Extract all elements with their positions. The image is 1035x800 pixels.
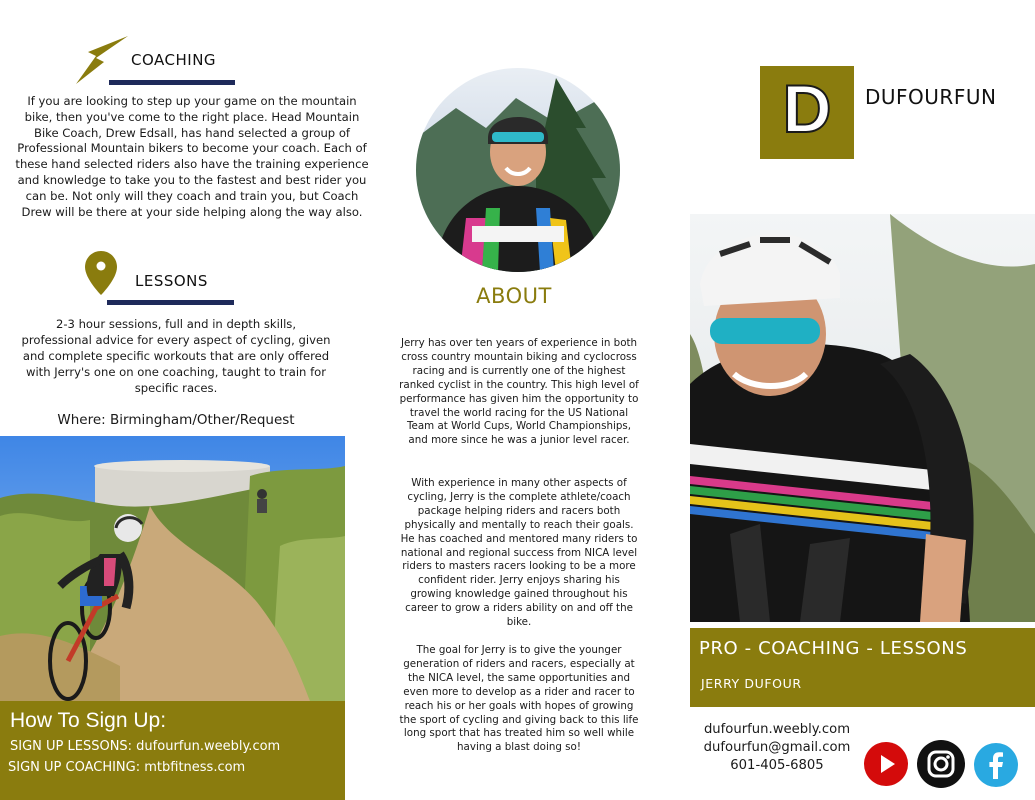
- brand-name: DUFOURFUN: [865, 85, 997, 109]
- pro-coaching-band: [690, 628, 1035, 707]
- instagram-icon[interactable]: [917, 740, 965, 788]
- coach-name: JERRY DUFOUR: [701, 676, 802, 691]
- coaching-underline: [109, 80, 235, 85]
- about-paragraph-1: Jerry has over ten years of experience in both cross country mountain biking and cyclocross racing and is currently one of the highest ranked cyclist in the country. This high level of performance has given him the opportunity to travel the world racing for the US National Team at World Cups, World Championships, and more since he was a junior level racer.: [399, 337, 639, 447]
- brand-logo: [760, 66, 854, 159]
- about-paragraph-2: With experience in many other aspects of cycling, Jerry is the complete athlete/coach package helping riders and racers both physically and mentally to reach their goals. He has coached and mentored many riders to national and regional success from NICA level riders to masters racers looking to be a more confident rider. Jerry enjoys sharing his growing knowledge gained throughout his career to grow a riders ability on and off the bike.: [400, 477, 638, 629]
- sign-up-title: How To Sign Up:: [10, 709, 167, 732]
- map-pin-icon: [84, 250, 118, 296]
- sign-up-panel: [0, 701, 345, 800]
- coaching-paragraph: If you are looking to step up your game on the mountain bike, then you've come to the right place. Head Mountain Bike Coach, Drew Edsall, has hand selected a group of Professional Mountain bikers to become your coach. Each of these hand selected riders also have the training experience and knowledge to take you to the fastest and best rider you can be. Not only will they coach and train you, but Coach Drew will be there at your side helping along the way also.: [15, 94, 369, 219]
- lessons-title: LESSONS: [135, 272, 208, 290]
- sign-up-coaching-link[interactable]: SIGN UP COACHING: mtbfitness.com: [8, 760, 246, 775]
- youtube-icon[interactable]: [864, 742, 908, 786]
- contact-email[interactable]: dufourfun@gmail.com: [703, 740, 851, 755]
- about-paragraph-3: The goal for Jerry is to give the younger generation of riders and racers, especially at the NICA level, the same opportunities and even more to develop as a rider and racer to reach his or her goals with hopes of growing the sport of cycling and giving back to this life long sport that has treated him so well while having a blast doing so!: [399, 644, 639, 754]
- facebook-icon[interactable]: [974, 743, 1018, 787]
- contact-website[interactable]: dufourfun.weebly.com: [703, 722, 851, 737]
- about-title: ABOUT: [476, 284, 552, 308]
- coaching-section: [0, 0, 370, 240]
- lessons-underline: [107, 300, 234, 305]
- mountain-bike-race-photo: [0, 436, 345, 701]
- contact-phone: 601-405-6805: [730, 758, 824, 773]
- pro-title: PRO - COACHING - LESSONS: [699, 638, 968, 659]
- lessons-paragraph: 2-3 hour sessions, full and in depth skills, professional advice for every aspect of cycling, given and complete specific workouts that are only offered with Jerry's one on one coaching, taught to train for specific races.: [21, 317, 331, 395]
- brand-logo-letter: D: [782, 71, 832, 147]
- sign-up-lessons-link[interactable]: SIGN UP LESSONS: dufourfun.weebly.com: [10, 739, 281, 754]
- lightning-bolt-icon: [74, 34, 130, 86]
- lessons-where: Where: Birmingham/Other/Request: [57, 412, 295, 428]
- jerry-portrait-photo: [416, 68, 620, 272]
- coaching-title: COACHING: [131, 51, 217, 69]
- jerry-riding-photo: [690, 214, 1035, 622]
- lessons-section: [0, 244, 370, 434]
